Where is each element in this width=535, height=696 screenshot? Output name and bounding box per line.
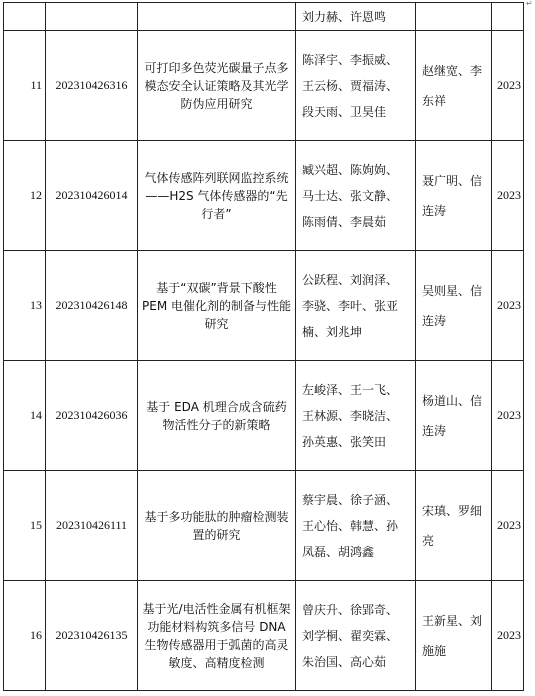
table-row (4, 141, 524, 251)
code-cell (46, 581, 138, 691)
project-code: 202310426036 (55, 408, 128, 422)
index-cell (4, 361, 46, 471)
title-cell (138, 251, 296, 361)
members-cell (296, 581, 416, 691)
advisor-cell (416, 3, 492, 31)
year-cell (492, 471, 524, 581)
row-index: 15 (30, 518, 42, 532)
project-title: 可打印多色荧光碳量子点多模态安全认证策略及其光学防伪应用研究 (144, 60, 289, 111)
members-cell (296, 251, 416, 361)
project-table-body (4, 3, 524, 691)
members-line: 楠、刘兆坤 (302, 324, 363, 339)
members-line: 朱治国、高心茹 (302, 654, 387, 669)
project-code: 202310426148 (55, 298, 128, 312)
advisor-cell (416, 581, 492, 691)
project-code: 202310426111 (55, 518, 128, 532)
project-year: 2023 (497, 628, 521, 642)
title-cell (138, 3, 296, 31)
table-row (4, 3, 524, 31)
code-cell (46, 471, 138, 581)
members-line: 公跃程、刘润泽、 (302, 272, 399, 287)
code-cell (46, 3, 138, 31)
project-year: 2023 (497, 408, 521, 422)
title-cell (138, 31, 296, 141)
year-cell (492, 141, 524, 251)
project-year: 2023 (497, 78, 521, 92)
members-line: 蔡宇晨、徐子涵、 (302, 492, 399, 507)
members-cell (296, 31, 416, 141)
project-year: 2023 (497, 188, 521, 202)
table-row (4, 361, 524, 471)
table-row (4, 251, 524, 361)
members-line: 陈泽宇、李振威、 (302, 52, 399, 67)
table-row (4, 471, 524, 581)
project-table (3, 2, 524, 691)
members-cell (296, 141, 416, 251)
code-cell (46, 31, 138, 141)
members-cell (296, 471, 416, 581)
members-cell (296, 3, 416, 31)
year-cell (492, 581, 524, 691)
members-line: 王心怡、韩慧、孙 (302, 518, 399, 533)
members-line: 凤磊、胡鸿鑫 (302, 544, 375, 559)
title-cell (138, 581, 296, 691)
advisor-names: 王新星、刘施施 (422, 613, 483, 658)
project-code: 202310426135 (55, 628, 128, 642)
members-cell (296, 361, 416, 471)
project-year: 2023 (497, 518, 521, 532)
project-title: 基于“双碳”背景下酸性 PEM 电催化剂的制备与性能研究 (142, 280, 291, 331)
members-line: 王云杨、贾福涛、 (302, 78, 399, 93)
advisor-names: 赵继宽、李东祥 (422, 63, 483, 108)
advisor-names: 吴则星、信连涛 (422, 283, 483, 328)
members-line: 刘学桐、翟奕霖、 (302, 628, 399, 643)
index-cell (4, 31, 46, 141)
members-line: 臧兴超、陈姁姁、 (302, 162, 399, 177)
index-cell (4, 141, 46, 251)
year-cell (492, 31, 524, 141)
advisor-names: 杨道山、信连涛 (422, 393, 483, 438)
advisor-cell (416, 471, 492, 581)
project-title: 基于多功能肽的肿瘤检测装置的研究 (144, 509, 289, 542)
members-line: 李骁、李叶、张亚 (302, 298, 399, 313)
project-code: 202310426014 (55, 188, 128, 202)
members-line: 段天雨、卫昊佳 (302, 104, 387, 119)
code-cell (46, 361, 138, 471)
project-title: 气体传感阵列联网监控系统——H2S 气体传感器的“先行者” (144, 170, 289, 221)
row-index: 13 (30, 298, 42, 312)
row-index: 14 (30, 408, 42, 422)
year-cell (492, 3, 524, 31)
members-line: 左峻泽、王一飞、 (302, 382, 399, 397)
cell-end-mark: ↵ (526, 0, 533, 8)
title-cell (138, 471, 296, 581)
table-row (4, 31, 524, 141)
title-cell (138, 141, 296, 251)
table-row (4, 581, 524, 691)
year-cell (492, 361, 524, 471)
code-cell (46, 141, 138, 251)
members-line: 陈雨倩、李晨茹 (302, 214, 387, 229)
row-index: 16 (30, 628, 42, 642)
members-line: 马士达、张文静、 (302, 188, 399, 203)
project-title: 基于光/电活性金属有机框架功能材料构筑多信号 DNA 生物传感器用于弧菌的高灵敏度、高精度检测 (142, 601, 291, 670)
members-line: 孙英惠、张笑田 (302, 434, 387, 449)
index-cell (4, 251, 46, 361)
members-line: 王林源、李晓洁、 (302, 408, 399, 423)
row-index: 11 (30, 78, 42, 92)
project-title: 基于 EDA 机理合成含硫药物活性分子的新策略 (146, 399, 287, 432)
index-cell (4, 471, 46, 581)
index-cell (4, 581, 46, 691)
title-cell (138, 361, 296, 471)
advisor-names: 聂广明、信连涛 (422, 173, 483, 218)
members-line: 刘力赫、许恩鸣 (302, 9, 387, 24)
advisor-cell (416, 141, 492, 251)
advisor-cell (416, 31, 492, 141)
advisor-names: 宋瑱、罗细亮 (422, 503, 483, 548)
project-code: 202310426316 (55, 78, 128, 92)
row-index: 12 (30, 188, 42, 202)
code-cell (46, 251, 138, 361)
project-year: 2023 (497, 298, 521, 312)
advisor-cell (416, 361, 492, 471)
advisor-cell (416, 251, 492, 361)
year-cell (492, 251, 524, 361)
index-cell (4, 3, 46, 31)
members-line: 曾庆升、徐郢奇、 (302, 602, 399, 617)
